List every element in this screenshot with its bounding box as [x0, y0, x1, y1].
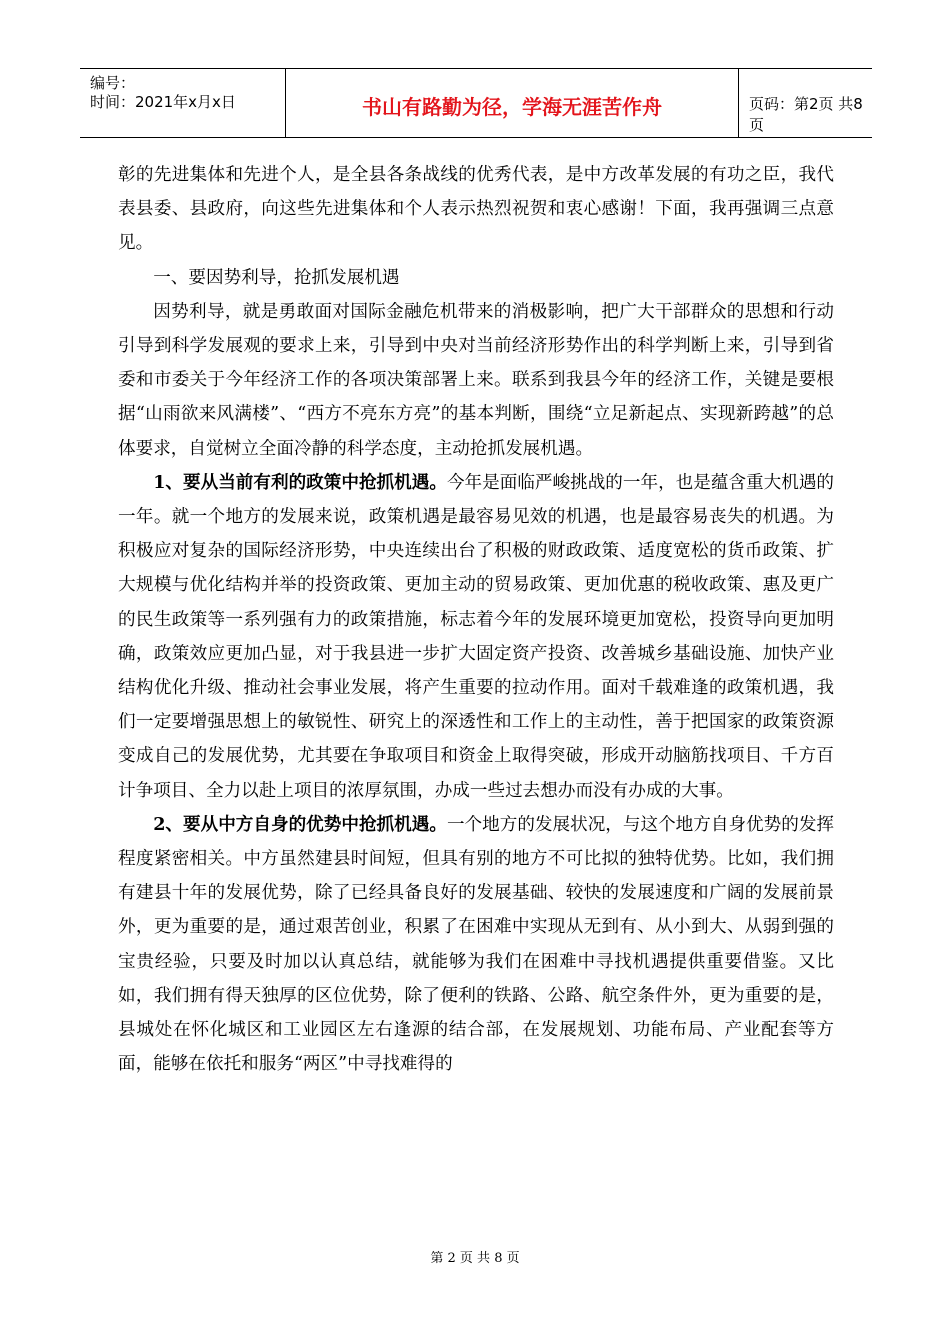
- paragraph-text: 今年是面临严峻挑战的一年，也是蕴含重大机遇的一年。就一个地方的发展来说，政策机遇是最容易见效的机遇，也是最容易丧失的机遇。为积极应对复杂的国际经济形势，中央连续出台了积极的财政政策、适度宽松的货币政策、扩大规模与优化结构并举的投资政策、更加主动的贸易政策、更加优惠的税收政策、惠及更广的民生政策等一系列强有力的政策措施，标志着今年的发展环境更加宽松，投资导向更加明确，政策效应更加凸显，对于我县进一步扩大固定资产投资、改善城乡基础设施、加快产业结构优化升级、推动社会事业发展，将产生重要的拉动作用。面对千载难逢的政策机遇，我们一定要增强思想上的敏锐性、研究上的深透性和工作上的主动性，善于把国家的政策资源变成自己的发展优势，尤其要在争取项目和资金上取得突破，形成开动脑筋找项目、千方百计争项目、全力以赴上项目的浓厚氛围，办成一些过去想办而没有办成的大事。: [118, 472, 835, 801]
- paragraph-lead: 1、要从当前有利的政策中抢抓机遇。: [153, 471, 447, 493]
- paragraph-lead: 2、要从中方自身的优势中抢抓机遇。: [153, 813, 447, 835]
- header-motto: 书山有路勤为径，学海无涯苦作舟: [362, 95, 662, 119]
- section-heading-text: 一、要因势利导，抢抓发展机遇: [153, 267, 400, 288]
- paragraph-text: 一个地方的发展状况，与这个地方自身优势的发挥程度紧密相关。中方虽然建县时间短，但具有别的地方不可比拟的独特优势。比如，我们拥有建县十年的发展优势，除了已经具备良好的发展基础、较快的发展速度和广阔的发展前景外，更为重要的是，通过艰苦创业，积累了在困难中实现从无到有、从小到大、从弱到强的宝贵经验，只要及时加以认真总结，就能够为我们在困难中寻找机遇提供重要借鉴。又比如，我们拥有得天独厚的区位优势，除了便利的铁路、公路、航空条件外，更为重要的是，县城处在怀化城区和工业园区左右逢源的结合部，在发展规划、功能布局、产业配套等方面，能够在依托和服务“两区”中寻找难得的: [118, 814, 835, 1075]
- section-heading: [118, 261, 834, 295]
- header-motto-cell: [286, 69, 739, 137]
- page-header: [80, 68, 872, 138]
- paragraph: [118, 158, 834, 261]
- paragraph: [118, 466, 834, 808]
- header-page-cell: [739, 69, 872, 137]
- paragraph: [118, 808, 834, 1082]
- page-footer: 第 2 页 共 8 页: [430, 1251, 520, 1266]
- header-meta-cell: [80, 69, 286, 137]
- paragraph-text: 因势利导，就是勇敢面对国际金融危机带来的消极影响，把广大干部群众的思想和行动引导到科学发展观的要求上来，引导到中央对当前经济形势作出的科学判断上来，引导到省委和市委关于今年经济工作的各项决策部署上来。联系到我县今年的经济工作，关键是要根据“山雨欲来风满楼”、“西方不亮东方亮”的基本判断，围绕“立足新起点、实现新跨越”的总体要求，自觉树立全面冷静的科学态度，主动抢抓发展机遇。: [118, 301, 834, 459]
- document-body: [118, 158, 834, 1081]
- paragraph: [118, 295, 834, 466]
- paragraph-text: 彰的先进集体和先进个人，是全县各条战线的优秀代表，是中方改革发展的有功之臣，我代表县委、县政府，向这些先进集体和个人表示热烈祝贺和衷心感谢！下面，我再强调三点意见。: [118, 165, 834, 254]
- header-page-info: 页码：第2页 共8页: [749, 95, 863, 134]
- document-time-label: 时间：2021年x月x日: [90, 93, 236, 111]
- document-number-label: 编号：: [90, 74, 136, 92]
